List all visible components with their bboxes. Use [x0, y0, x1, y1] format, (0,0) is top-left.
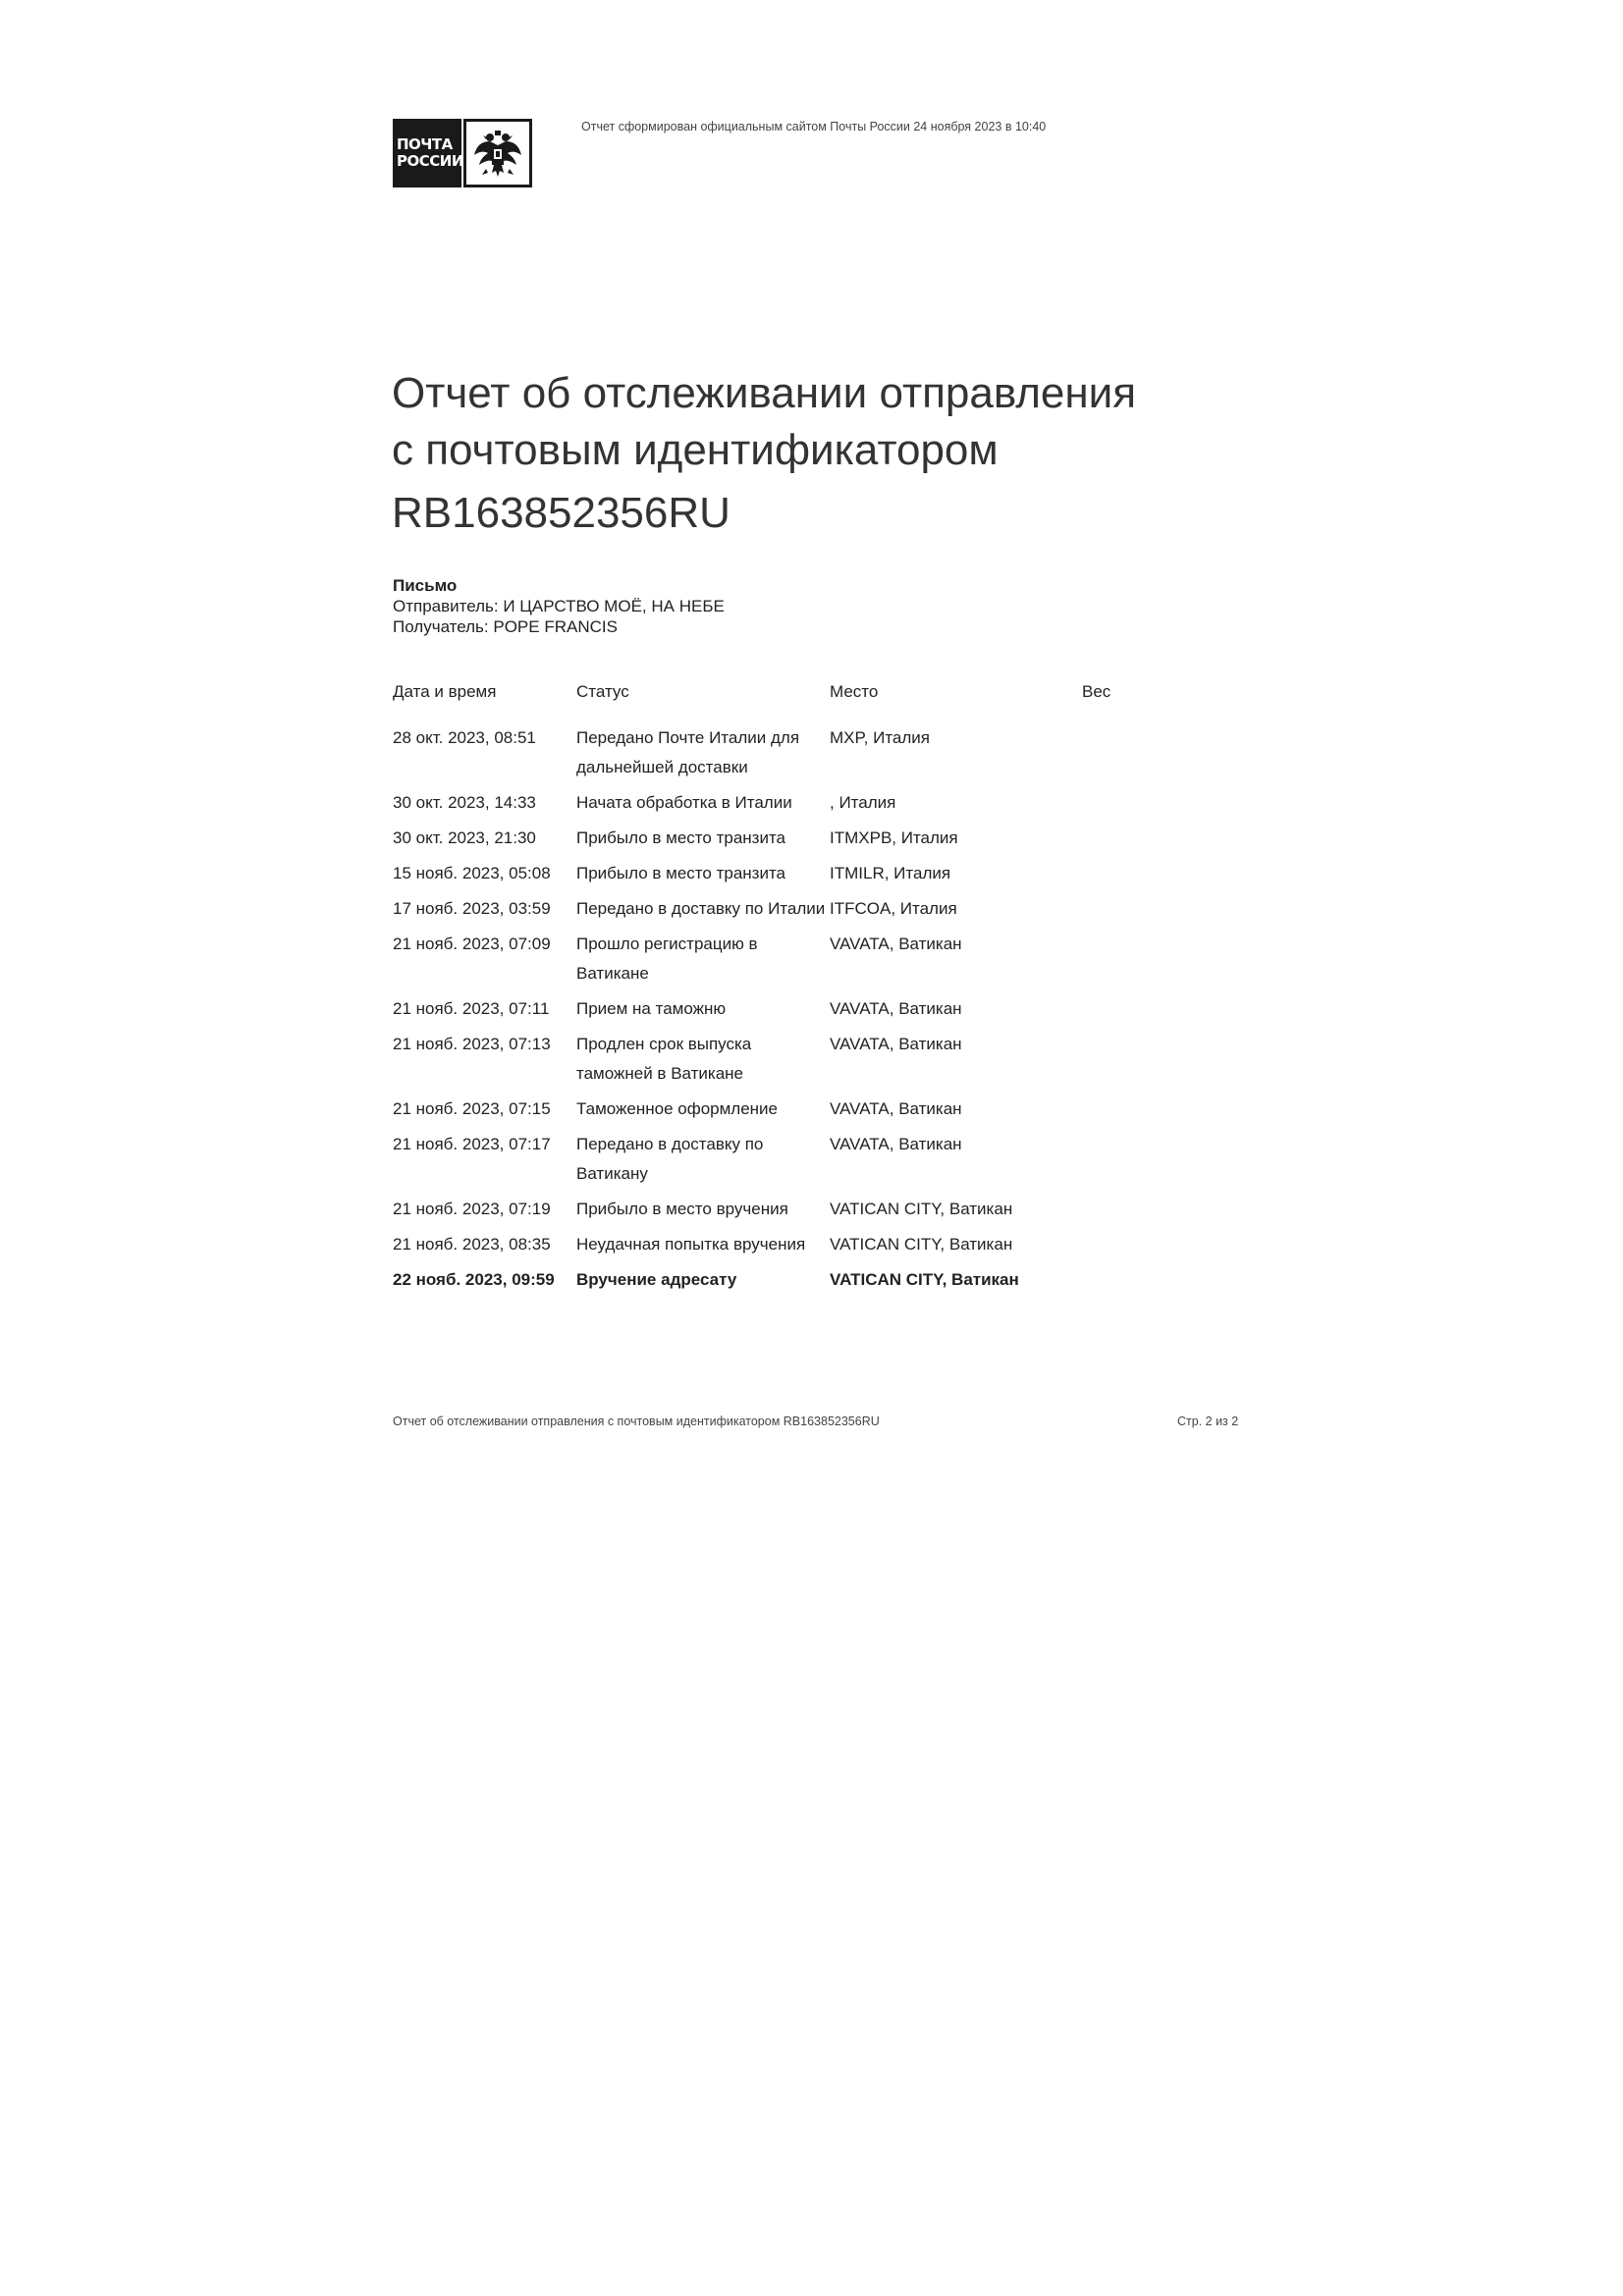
cell-status: Передано в доставку по Италии — [576, 899, 826, 918]
header-place: Место — [830, 682, 879, 701]
table-row — [393, 1028, 1237, 1093]
cell-date: 28 окт. 2023, 08:51 — [393, 728, 536, 747]
cell-weight — [1082, 928, 1237, 992]
logo-wordmark — [393, 119, 461, 187]
cell-date: 30 окт. 2023, 14:33 — [393, 793, 536, 812]
table-row — [393, 1228, 1237, 1263]
cell-weight — [1082, 892, 1237, 928]
cell-weight — [1082, 1228, 1237, 1263]
cell-place: ITFCOA, Италия — [830, 899, 957, 918]
cell-date: 21 нояб. 2023, 07:17 — [393, 1135, 551, 1153]
header-date: Дата и время — [393, 682, 497, 701]
cell-weight — [1082, 1093, 1237, 1128]
cell-place: VAVATA, Ватикан — [830, 1135, 962, 1153]
cell-weight — [1082, 857, 1237, 892]
table-row — [393, 992, 1237, 1028]
table-row — [393, 1128, 1237, 1193]
cell-place: VATICAN CITY, Ватикан — [830, 1200, 1013, 1218]
cell-place: VAVATA, Ватикан — [830, 1099, 962, 1118]
cell-place: MXP, Италия — [830, 728, 930, 747]
title-line-1: Отчет об отслеживании отправления — [392, 369, 1137, 417]
cell-status: Неудачная попытка вручения — [576, 1235, 806, 1254]
table-row — [393, 1193, 1237, 1228]
cell-date: 15 нояб. 2023, 05:08 — [393, 864, 551, 882]
sender: Отправитель: И ЦАРСТВО МОЁ, НА НЕБЕ — [393, 597, 725, 615]
cell-weight — [1082, 992, 1237, 1028]
table-row — [393, 928, 1237, 992]
cell-place: ITMXPB, Италия — [830, 828, 958, 847]
shipment-type: Письмо — [393, 576, 458, 595]
cell-status: Продлен срок выпуска таможней в Ватикане — [576, 1035, 752, 1083]
cell-weight — [1082, 1193, 1237, 1228]
cell-date: 17 нояб. 2023, 03:59 — [393, 899, 551, 918]
footer-title: Отчет об отслеживании отправления с почтовым идентификатором RB163852356RU — [393, 1415, 880, 1428]
cell-date: 21 нояб. 2023, 07:11 — [393, 999, 550, 1018]
cell-weight — [1082, 1263, 1237, 1299]
cell-status: Прием на таможню — [576, 999, 727, 1018]
table-row-delivered — [393, 1263, 1237, 1299]
title-line-2: с почтовым идентификатором — [392, 426, 999, 474]
cell-weight — [1082, 1128, 1237, 1193]
table-row — [393, 721, 1237, 786]
page-number: Стр. 2 из 2 — [1177, 1415, 1239, 1428]
tracking-id: RB163852356RU — [392, 489, 730, 537]
cell-status: Прибыло в место транзита — [576, 828, 786, 847]
cell-place: VATICAN CITY, Ватикан — [830, 1270, 1019, 1289]
shipment-info — [393, 575, 725, 637]
cell-weight — [1082, 786, 1237, 822]
generated-note: Отчет сформирован официальным сайтом Почты России 24 ноября 2023 в 10:40 — [581, 120, 1047, 133]
cell-place: VAVATA, Ватикан — [830, 934, 962, 953]
logo-line-1: ПОЧТА — [397, 135, 453, 153]
table-row — [393, 1093, 1237, 1128]
cell-place: , Италия — [830, 793, 896, 812]
cell-date: 22 нояб. 2023, 09:59 — [393, 1270, 555, 1289]
table-header-row — [393, 679, 1237, 721]
eagle-emblem-icon — [463, 119, 532, 187]
cell-date: 21 нояб. 2023, 07:09 — [393, 934, 551, 953]
cell-date: 21 нояб. 2023, 07:19 — [393, 1200, 551, 1218]
cell-place: VAVATA, Ватикан — [830, 1035, 962, 1053]
cell-place: VAVATA, Ватикан — [830, 999, 962, 1018]
cell-weight — [1082, 822, 1237, 857]
cell-status: Прошло регистрацию в Ватикане — [576, 934, 758, 983]
cell-place: VATICAN CITY, Ватикан — [830, 1235, 1013, 1254]
cell-date: 21 нояб. 2023, 08:35 — [393, 1235, 551, 1254]
cell-status: Прибыло в место транзита — [576, 864, 786, 882]
table-row — [393, 857, 1237, 892]
tracking-table — [393, 679, 1237, 1299]
cell-place: ITMILR, Италия — [830, 864, 951, 882]
header-status: Статус — [576, 682, 629, 701]
cell-status: Начата обработка в Италии — [576, 793, 792, 812]
table-row — [393, 786, 1237, 822]
cell-status: Прибыло в место вручения — [576, 1200, 788, 1218]
cell-status: Передано в доставку по Ватикану — [576, 1135, 764, 1183]
table-row — [393, 822, 1237, 857]
header-weight: Вес — [1082, 682, 1111, 701]
recipient: Получатель: POPE FRANCIS — [393, 617, 618, 636]
cell-weight — [1082, 1028, 1237, 1093]
page-title — [392, 365, 1275, 542]
cell-status: Вручение адресату — [576, 1270, 737, 1289]
cell-date: 30 окт. 2023, 21:30 — [393, 828, 536, 847]
cell-status: Передано Почте Италии для дальнейшей доставки — [576, 728, 800, 776]
cell-weight — [1082, 721, 1237, 786]
cell-date: 21 нояб. 2023, 07:13 — [393, 1035, 551, 1053]
russian-post-logo — [393, 119, 532, 187]
table-row — [393, 892, 1237, 928]
cell-status: Таможенное оформление — [576, 1099, 779, 1118]
cell-date: 21 нояб. 2023, 07:15 — [393, 1099, 551, 1118]
logo-line-2: РОССИИ — [397, 152, 463, 170]
